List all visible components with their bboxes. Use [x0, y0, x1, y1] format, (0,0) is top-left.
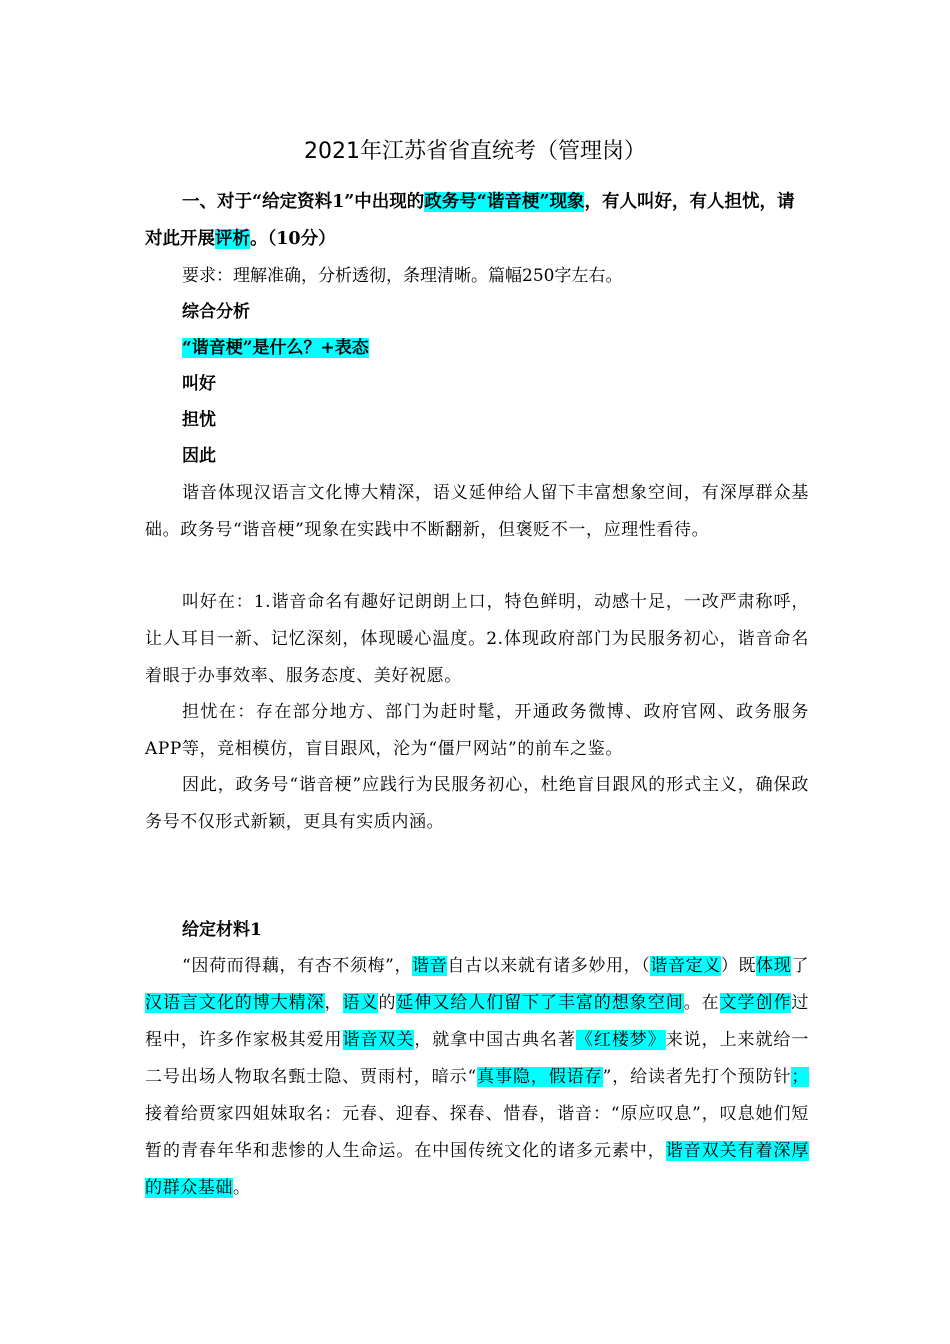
question-highlight-task: 评析 [215, 229, 250, 249]
outline-heading: 综合分析 [182, 302, 250, 322]
material-text: 。 [233, 1178, 251, 1198]
material-text: 。在 [683, 993, 720, 1013]
material-highlight: 谐音双关有着深厚的群众基础 [145, 1141, 809, 1198]
material-highlight: 真事隐，假语存 [476, 1067, 603, 1087]
material-text: 来说，上来就给一二号出场人物取名甄士隐、贾雨村，暗示“ [145, 1030, 809, 1087]
question-part-3: 。（10分） [250, 229, 336, 249]
outline-item-4: 因此 [182, 446, 216, 466]
material-text: 自古以来就有诸多妙用，（ [447, 956, 651, 976]
page-title: 2021年江苏省省直统考（管理岗） [304, 139, 646, 164]
material-text: 接着给贾家四姐妹取名：元春、迎春、探春、惜春，谐音：“原应叹息”，叹息她们短暂的青春年华和悲惨的人生命运。在中国传统文化的诸多元素中， [145, 1104, 809, 1161]
question-part-1: 一、对于“给定资料1”中出现的 [182, 192, 425, 212]
material-paragraph [145, 948, 809, 1207]
material-highlight: 文学创作 [719, 993, 792, 1013]
material-highlight: 《红楼梦》 [575, 1030, 666, 1050]
outline-item-3: 担忧 [182, 410, 216, 430]
answer-paragraph-3: 担忧在：存在部分地方、部门为赶时髦，开通政务微博、政府官网、政务服务APP等，竞相模仿，盲目跟风，沦为“僵尸网站”的前车之鉴。 [145, 702, 809, 759]
material-highlight: 延伸又给人们留下了丰富的想象空间 [396, 993, 684, 1013]
material-text: ，就拿中国古典名著 [414, 1030, 576, 1050]
material-highlight: 汉语言文化的博大精深 [145, 993, 325, 1013]
answer-paragraph-1: 谐音体现汉语言文化博大精深，语义延伸给人留下丰富想象空间，有深厚群众基础。政务号“谐音梗”现象在实践中不断翻新，但褒贬不一，应理性看待。 [145, 483, 809, 540]
material-text: 过程中，许多作家极其爱用 [145, 993, 810, 1050]
requirement-text: 要求：理解准确，分析透彻，条理清晰。篇幅250字左右。 [182, 266, 623, 286]
material-heading: 给定材料1 [182, 920, 262, 940]
material-highlight: 谐音 [412, 956, 448, 976]
material-highlight: 体现 [756, 956, 792, 976]
material-text: ”，给读者先打个预防针 [602, 1067, 792, 1087]
material-text: ）既 [720, 956, 757, 976]
material-text: ， [324, 993, 343, 1013]
material-highlight: 谐音双关 [342, 1030, 415, 1050]
material-text: 的 [378, 993, 397, 1013]
question-text [145, 184, 809, 258]
material-highlight: 谐音定义 [650, 956, 721, 976]
material-highlight: 语义 [342, 993, 379, 1013]
material-text: 了 [791, 956, 809, 976]
material-text: “因荷而得藕，有杏不须梅”， [182, 956, 413, 976]
answer-paragraph-4: 因此，政务号“谐音梗”应践行为民服务初心，杜绝盲目跟风的形式主义，确保政务号不仅形式新颖，更具有实质内涵。 [145, 775, 809, 832]
outline-item-1 [182, 330, 369, 367]
material-highlight: ； [791, 1067, 810, 1087]
question-part-2: ，有人叫好，有人担忧，请对此开展 [145, 192, 795, 249]
answer-paragraph-2: 叫好在：1.谐音命名有趣好记朗朗上口，特色鲜明，动感十足，一改严肃称呼，让人耳目一新、记忆深刻，体现暖心温度。2.体现政府部门为民服务初心，谐音命名着眼于办事效率、服务态度、美好祝愿。 [145, 592, 809, 686]
outline-item-1-highlight: “谐音梗”是什么？+表态 [182, 338, 369, 358]
question-highlight-topic: 政务号“谐音梗”现象 [424, 192, 585, 212]
outline-item-2: 叫好 [182, 374, 216, 394]
